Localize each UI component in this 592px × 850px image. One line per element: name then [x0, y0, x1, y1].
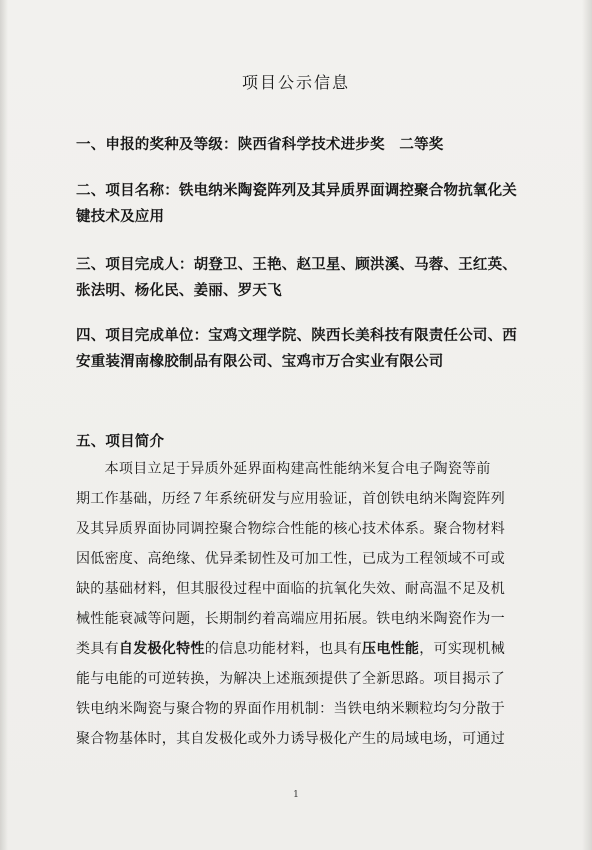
- project-name-line-1: 二、项目名称：铁电纳米陶瓷阵列及其异质界面调控聚合物抗氧化关: [76, 182, 517, 199]
- units-line-2: 安重装渭南橡胶制品有限公司、宝鸡市万合实业有限公司: [76, 353, 444, 370]
- section-units: [76, 323, 536, 375]
- intro-line-2: 期工作基础，历经７年系统研发与应用验证，首创铁电纳米陶瓷阵列: [76, 491, 505, 507]
- award-value: 陕西省科学技术进步奖 二等奖: [237, 136, 444, 153]
- intro-line-7-part-c: 的信息功能材料，也具有: [204, 641, 363, 657]
- intro-line-7-emphasis-polarization: 自发极化特性: [118, 641, 205, 657]
- completers-line-2: 张法明、杨化民、姜丽、罗天飞: [76, 282, 282, 299]
- intro-line-9: 铁电纳米陶瓷与聚合物的界面作用机制：当铁电纳米颗粒均匀分散于: [76, 701, 505, 717]
- scan-edge-left: [0, 0, 8, 850]
- section-completers: [76, 252, 536, 304]
- intro-line-7: [76, 638, 505, 658]
- intro-line-5: 缺的基础材料，但其服役过程中面临的抗氧化失效、耐高温不足及机: [76, 581, 505, 597]
- scan-edge-right: [582, 0, 592, 850]
- intro-line-1: 本项目立足于异质外延界面构建高性能纳米复合电子陶瓷等前: [76, 461, 491, 477]
- section-intro-heading: 五、项目简介: [76, 433, 165, 450]
- intro-line-10: 聚合物基体时，其自发极化或外力诱导极化产生的局域电场，可通过: [76, 731, 505, 747]
- intro-line-7-part-a: 类具有: [76, 641, 119, 657]
- intro-line-7-emphasis-piezo: 压电性能: [362, 641, 420, 657]
- section-project-name: [76, 178, 536, 230]
- intro-line-4: 因低密度、高绝缘、优异柔韧性及可加工性，已成为工程领域不可或: [76, 551, 505, 567]
- intro-line-6: 械性能衰减等问题，长期制约着高端应用拓展。铁电纳米陶瓷作为一: [76, 611, 505, 627]
- intro-line-8: 能与电能的可逆转换，为解决上述瓶颈提供了全新思路。项目揭示了: [76, 671, 505, 687]
- intro-line-3: 及其异质界面协同调控聚合物综合性能的核心技术体系。聚合物材料: [76, 521, 505, 537]
- section-award: [76, 132, 536, 158]
- units-line-1: 四、项目完成单位：宝鸡文理学院、陕西长美科技有限责任公司、西: [76, 327, 517, 344]
- completers-line-1: 三、项目完成人：胡登卫、王艳、赵卫星、顾洪溪、马蓉、王红英、: [76, 256, 517, 273]
- page-number: 1: [293, 790, 299, 800]
- award-label: 一、申报的奖种及等级：: [76, 136, 238, 153]
- intro-line-7-part-e: ，可实现机械: [419, 641, 506, 657]
- page-title: 项目公示信息: [241, 73, 350, 92]
- project-name-line-2: 键技术及应用: [76, 208, 165, 225]
